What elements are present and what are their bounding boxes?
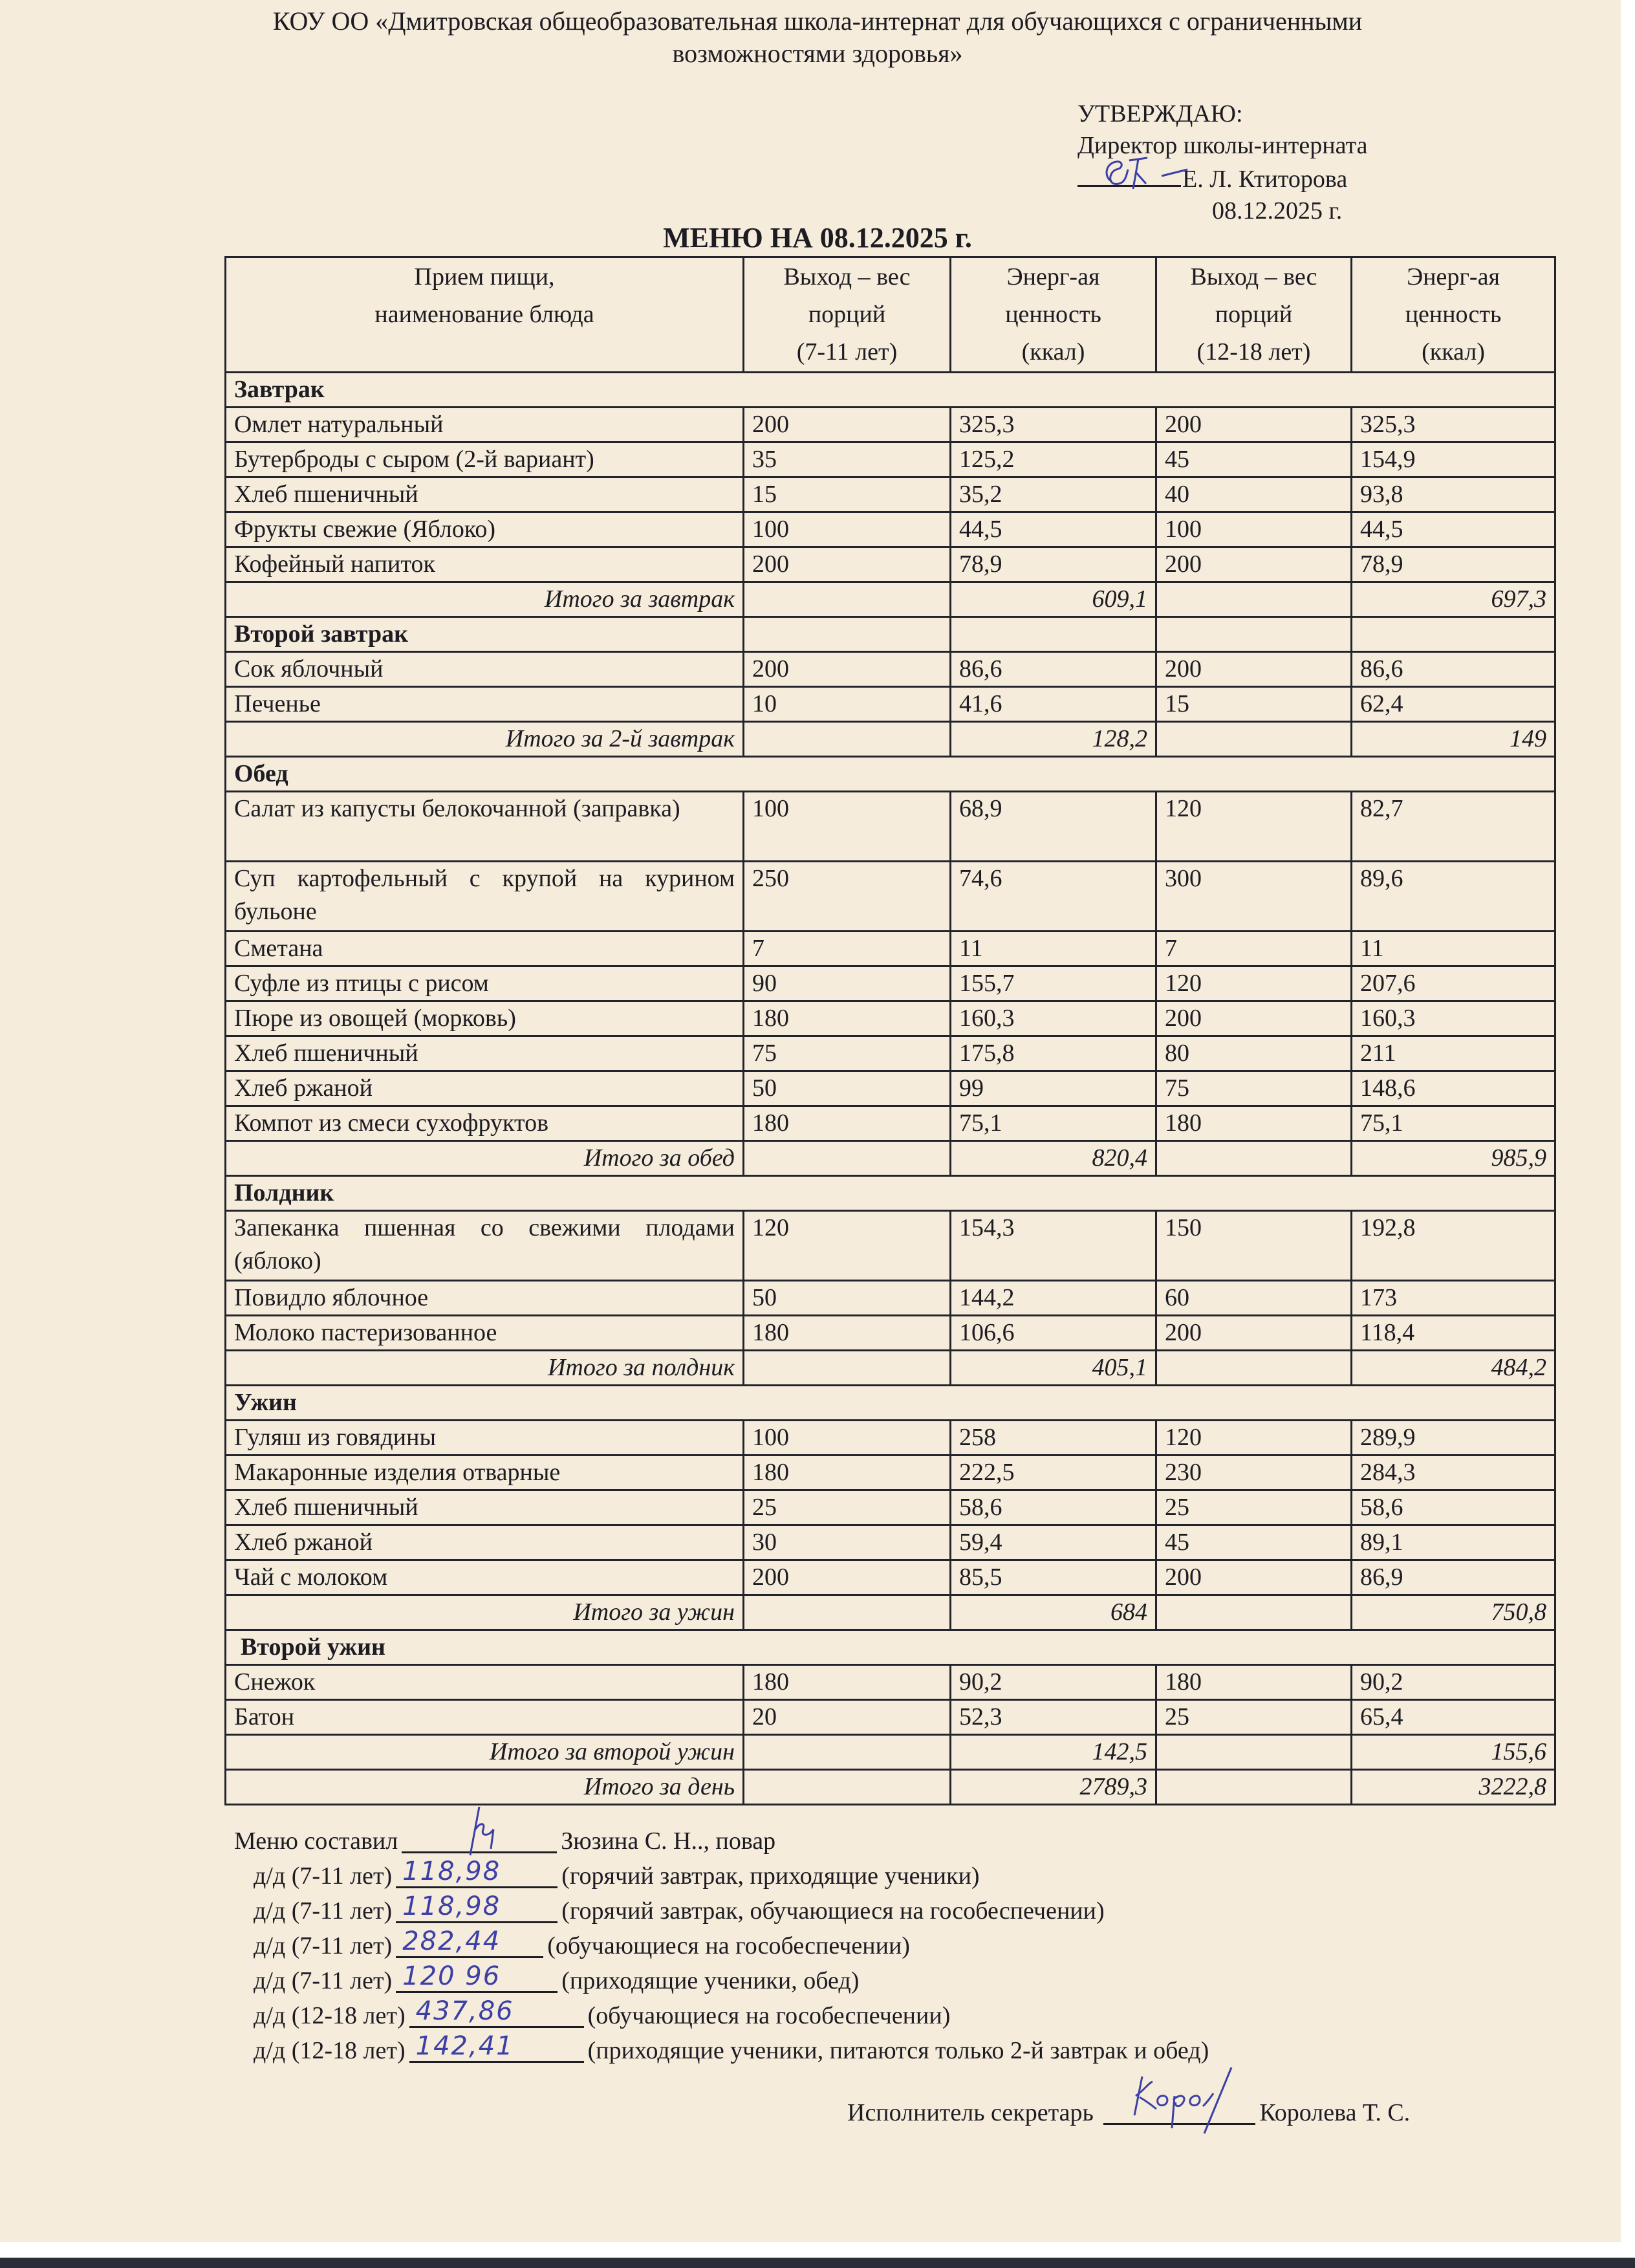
dish-row <box>226 442 1555 477</box>
section-title: Завтрак <box>226 373 1555 408</box>
cost-row <box>254 1998 950 2033</box>
dish-name: Хлеб пшеничный <box>226 477 744 512</box>
weight-7-11: 20 <box>744 1700 951 1735</box>
cost-value-field <box>409 2033 584 2063</box>
energy-7-11: 106,6 <box>951 1316 1156 1351</box>
weight-12-18: 25 <box>1156 1490 1352 1525</box>
subtotal-energy-12-18: 484,2 <box>1352 1351 1555 1386</box>
empty-cell <box>1156 1770 1352 1805</box>
weight-7-11: 7 <box>744 932 951 966</box>
col-header-weight-12-18: Выход – вес порций (12-18 лет) <box>1156 257 1352 373</box>
empty-cell <box>1156 1595 1352 1630</box>
dish-name: Хлеб пшеничный <box>226 1490 744 1525</box>
approval-signature-row <box>1077 162 1367 195</box>
weight-12-18: 15 <box>1156 687 1352 722</box>
performer-row <box>847 2095 1410 2130</box>
energy-12-18: 154,9 <box>1352 442 1555 477</box>
dish-name: Хлеб пшеничный <box>226 1036 744 1071</box>
dish-name: Омлет натуральный <box>226 408 744 442</box>
energy-12-18: 90,2 <box>1352 1665 1555 1700</box>
dish-name: Печенье <box>226 687 744 722</box>
weight-12-18: 300 <box>1156 862 1352 932</box>
weight-12-18: 200 <box>1156 547 1352 582</box>
cost-value-handwritten: 282,44 <box>402 1926 501 1956</box>
empty-cell <box>951 617 1156 652</box>
performer-name: Королева Т. С. <box>1259 2099 1411 2126</box>
subtotal-label: Итого за ужин <box>226 1595 744 1630</box>
energy-7-11: 86,6 <box>951 652 1156 687</box>
energy-7-11: 78,9 <box>951 547 1156 582</box>
weight-12-18: 230 <box>1156 1456 1352 1490</box>
cost-row <box>254 1963 859 1998</box>
cost-row <box>254 1928 910 1963</box>
weight-12-18: 120 <box>1156 966 1352 1001</box>
cost-note: (обучающиеся на гособеспечении) <box>587 2002 951 2029</box>
cost-value-handwritten: 120 96 <box>402 1961 501 1991</box>
menu-title: МЕНЮ НА 08.12.2025 г. <box>663 222 972 254</box>
weight-7-11: 200 <box>744 1560 951 1595</box>
energy-12-18: 58,6 <box>1352 1490 1555 1525</box>
section-row <box>226 1176 1555 1211</box>
cost-value-field <box>409 1998 584 2028</box>
weight-12-18: 60 <box>1156 1281 1352 1316</box>
weight-12-18: 7 <box>1156 932 1352 966</box>
subtotal-energy-7-11: 128,2 <box>951 722 1156 757</box>
cost-note: (горячий завтрак, обучающиеся на гособеспечении) <box>561 1897 1105 1925</box>
energy-12-18: 325,3 <box>1352 408 1555 442</box>
day-total-energy-7-11: 2789,3 <box>951 1770 1156 1805</box>
subtotal-row <box>226 722 1555 757</box>
energy-12-18: 289,9 <box>1352 1421 1555 1456</box>
cost-value-field <box>396 1893 558 1923</box>
dish-row <box>226 1001 1555 1036</box>
weight-12-18: 80 <box>1156 1036 1352 1071</box>
weight-7-11: 180 <box>744 1456 951 1490</box>
subtotal-row <box>226 1735 1555 1770</box>
section-row <box>226 757 1555 792</box>
energy-12-18: 118,4 <box>1352 1316 1555 1351</box>
org-name-line-2: возможностями здоровья» <box>672 39 963 68</box>
energy-7-11: 59,4 <box>951 1525 1156 1560</box>
approval-name: Е. Л. Ктиторова <box>1182 166 1348 193</box>
subtotal-energy-7-11: 405,1 <box>951 1351 1156 1386</box>
cost-note: (приходящие ученики, питаются только 2-й завтрак и обед) <box>587 2037 1209 2064</box>
weight-7-11: 180 <box>744 1665 951 1700</box>
cost-value-handwritten: 437,86 <box>415 1996 514 2026</box>
subtotal-row <box>226 1595 1555 1630</box>
dish-name: Суфле из птицы с рисом <box>226 966 744 1001</box>
energy-7-11: 258 <box>951 1421 1156 1456</box>
energy-7-11: 85,5 <box>951 1560 1156 1595</box>
empty-cell <box>1352 617 1555 652</box>
energy-7-11: 75,1 <box>951 1106 1156 1141</box>
subtotal-energy-12-18: 697,3 <box>1352 582 1555 617</box>
energy-12-18: 44,5 <box>1352 512 1555 547</box>
empty-cell <box>744 1595 951 1630</box>
weight-7-11: 180 <box>744 1001 951 1036</box>
dish-row <box>226 687 1555 722</box>
dish-row <box>226 512 1555 547</box>
cost-label: д/д (7-11 лет) <box>254 1897 393 1925</box>
approval-block <box>1077 98 1367 227</box>
energy-12-18: 160,3 <box>1352 1001 1555 1036</box>
cost-note: (горячий завтрак, приходящие ученики) <box>561 1862 980 1890</box>
energy-12-18: 148,6 <box>1352 1071 1555 1106</box>
dish-row <box>226 862 1555 932</box>
empty-cell <box>744 1770 951 1805</box>
section-title: Второй завтрак <box>226 617 744 652</box>
dish-row <box>226 1525 1555 1560</box>
weight-7-11: 180 <box>744 1106 951 1141</box>
weight-12-18: 120 <box>1156 792 1352 862</box>
dish-name: Суп картофельный с крупой на курином бульоне <box>226 862 744 932</box>
director-signature <box>1077 162 1181 187</box>
energy-12-18: 11 <box>1352 932 1555 966</box>
weight-7-11: 120 <box>744 1211 951 1281</box>
cost-label: д/д (7-11 лет) <box>254 1932 393 1959</box>
cost-row <box>254 1858 980 1893</box>
energy-12-18: 89,1 <box>1352 1525 1555 1560</box>
cost-value-field <box>396 1858 558 1888</box>
energy-12-18: 284,3 <box>1352 1456 1555 1490</box>
subtotal-energy-12-18: 985,9 <box>1352 1141 1555 1176</box>
weight-7-11: 250 <box>744 862 951 932</box>
subtotal-energy-12-18: 750,8 <box>1352 1595 1555 1630</box>
dish-row <box>226 1071 1555 1106</box>
weight-12-18: 200 <box>1156 1560 1352 1595</box>
energy-12-18: 207,6 <box>1352 966 1555 1001</box>
cost-value-handwritten: 118,98 <box>402 1892 501 1921</box>
dish-row <box>226 1316 1555 1351</box>
director-signature-mark <box>1097 150 1194 195</box>
dish-row <box>226 1281 1555 1316</box>
empty-cell <box>744 582 951 617</box>
energy-12-18: 62,4 <box>1352 687 1555 722</box>
weight-7-11: 200 <box>744 408 951 442</box>
dish-name: Повидло яблочное <box>226 1281 744 1316</box>
dish-name: Фрукты свежие (Яблоко) <box>226 512 744 547</box>
energy-7-11: 41,6 <box>951 687 1156 722</box>
energy-7-11: 74,6 <box>951 862 1156 932</box>
menu-table <box>224 256 1556 1805</box>
subtotal-energy-12-18: 155,6 <box>1352 1735 1555 1770</box>
dish-row <box>226 652 1555 687</box>
empty-cell <box>744 617 951 652</box>
weight-7-11: 50 <box>744 1071 951 1106</box>
energy-7-11: 175,8 <box>951 1036 1156 1071</box>
cook-signature <box>402 1823 557 1853</box>
dish-row <box>226 792 1555 862</box>
cost-row <box>254 1893 1105 1928</box>
energy-7-11: 90,2 <box>951 1665 1156 1700</box>
composed-name: Зюзина С. Н.., повар <box>561 1827 776 1855</box>
energy-7-11: 155,7 <box>951 966 1156 1001</box>
cost-label: д/д (7-11 лет) <box>254 1967 393 1994</box>
weight-12-18: 200 <box>1156 408 1352 442</box>
section-row <box>226 1630 1555 1665</box>
dish-row <box>226 1036 1555 1071</box>
energy-7-11: 99 <box>951 1071 1156 1106</box>
cost-label: д/д (12-18 лет) <box>254 2037 406 2064</box>
cost-value-handwritten: 118,98 <box>402 1857 501 1886</box>
energy-7-11: 11 <box>951 932 1156 966</box>
subtotal-label: Итого за второй ужин <box>226 1735 744 1770</box>
dish-row <box>226 408 1555 442</box>
day-total-label: Итого за день <box>226 1770 744 1805</box>
energy-12-18: 86,9 <box>1352 1560 1555 1595</box>
subtotal-row <box>226 1351 1555 1386</box>
weight-7-11: 90 <box>744 966 951 1001</box>
cost-note: (обучающиеся на гособеспечении) <box>547 1932 910 1959</box>
weight-12-18: 180 <box>1156 1665 1352 1700</box>
weight-12-18: 120 <box>1156 1421 1352 1456</box>
dish-name: Молоко пастеризованное <box>226 1316 744 1351</box>
dish-row <box>226 1665 1555 1700</box>
dish-name: Запеканка пшенная со свежими плодами (яблоко) <box>226 1211 744 1281</box>
performer-signature <box>1103 2095 1255 2125</box>
empty-cell <box>1156 617 1352 652</box>
weight-12-18: 100 <box>1156 512 1352 547</box>
scanner-edge <box>0 2258 1635 2268</box>
weight-12-18: 45 <box>1156 442 1352 477</box>
weight-7-11: 30 <box>744 1525 951 1560</box>
col-header-dish: Прием пищи, наименование блюда <box>226 257 744 373</box>
col-header-weight-7-11: Выход – вес порций (7-11 лет) <box>744 257 951 373</box>
weight-12-18: 200 <box>1156 1001 1352 1036</box>
dish-row <box>226 1211 1555 1281</box>
weight-7-11: 35 <box>744 442 951 477</box>
subtotal-label: Итого за полдник <box>226 1351 744 1386</box>
dish-name: Гуляш из говядины <box>226 1421 744 1456</box>
energy-7-11: 222,5 <box>951 1456 1156 1490</box>
dish-row <box>226 1490 1555 1525</box>
energy-7-11: 160,3 <box>951 1001 1156 1036</box>
dish-row <box>226 932 1555 966</box>
empty-cell <box>1156 582 1352 617</box>
performer-signature-mark <box>1116 2064 1265 2135</box>
subtotal-label: Итого за завтрак <box>226 582 744 617</box>
weight-12-18: 40 <box>1156 477 1352 512</box>
dish-name: Снежок <box>226 1665 744 1700</box>
col-header-energy-7-11: Энерг-ая ценность (ккал) <box>951 257 1156 373</box>
dish-name: Макаронные изделия отварные <box>226 1456 744 1490</box>
weight-12-18: 200 <box>1156 1316 1352 1351</box>
dish-row <box>226 1421 1555 1456</box>
cook-signature-mark <box>460 1804 512 1862</box>
weight-7-11: 200 <box>744 547 951 582</box>
weight-7-11: 10 <box>744 687 951 722</box>
subtotal-energy-12-18: 149 <box>1352 722 1555 757</box>
dish-name: Сметана <box>226 932 744 966</box>
section-row <box>226 373 1555 408</box>
cost-row <box>254 2033 1209 2068</box>
energy-12-18: 65,4 <box>1352 1700 1555 1735</box>
energy-7-11: 68,9 <box>951 792 1156 862</box>
energy-12-18: 75,1 <box>1352 1106 1555 1141</box>
dish-row <box>226 477 1555 512</box>
weight-7-11: 100 <box>744 792 951 862</box>
energy-12-18: 78,9 <box>1352 547 1555 582</box>
dish-name: Хлеб ржаной <box>226 1071 744 1106</box>
dish-name: Салат из капусты белокочанной (заправка) <box>226 792 744 862</box>
dish-row <box>226 1456 1555 1490</box>
energy-7-11: 52,3 <box>951 1700 1156 1735</box>
weight-7-11: 100 <box>744 512 951 547</box>
dish-name: Кофейный напиток <box>226 547 744 582</box>
section-title: Второй ужин <box>226 1630 1555 1665</box>
dish-name: Чай с молоком <box>226 1560 744 1595</box>
dish-row <box>226 966 1555 1001</box>
energy-12-18: 93,8 <box>1352 477 1555 512</box>
energy-12-18: 86,6 <box>1352 652 1555 687</box>
weight-7-11: 200 <box>744 652 951 687</box>
empty-cell <box>1156 722 1352 757</box>
composed-by-row <box>234 1823 775 1859</box>
weight-12-18: 180 <box>1156 1106 1352 1141</box>
weight-12-18: 150 <box>1156 1211 1352 1281</box>
subtotal-row <box>226 582 1555 617</box>
empty-cell <box>1156 1735 1352 1770</box>
dish-row <box>226 1700 1555 1735</box>
col-header-energy-12-18: Энерг-ая ценность (ккал) <box>1352 257 1555 373</box>
section-title: Ужин <box>226 1386 1555 1421</box>
dish-name: Хлеб ржаной <box>226 1525 744 1560</box>
empty-cell <box>744 1141 951 1176</box>
cost-value-handwritten: 142,41 <box>415 2031 514 2061</box>
weight-7-11: 100 <box>744 1421 951 1456</box>
weight-7-11: 50 <box>744 1281 951 1316</box>
energy-7-11: 154,3 <box>951 1211 1156 1281</box>
weight-7-11: 180 <box>744 1316 951 1351</box>
empty-cell <box>744 1351 951 1386</box>
subtotal-label: Итого за 2-й завтрак <box>226 722 744 757</box>
energy-12-18: 89,6 <box>1352 862 1555 932</box>
performer-label: Исполнитель секретарь <box>847 2099 1094 2126</box>
cost-label: д/д (12-18 лет) <box>254 2002 406 2029</box>
subtotal-energy-7-11: 820,4 <box>951 1141 1156 1176</box>
subtotal-energy-7-11: 142,5 <box>951 1735 1156 1770</box>
energy-7-11: 58,6 <box>951 1490 1156 1525</box>
energy-7-11: 325,3 <box>951 408 1156 442</box>
weight-7-11: 25 <box>744 1490 951 1525</box>
empty-cell <box>1156 1141 1352 1176</box>
approval-label: УТВЕРЖДАЮ: <box>1077 100 1243 127</box>
subtotal-row <box>226 1141 1555 1176</box>
dish-name: Бутерброды с сыром (2-й вариант) <box>226 442 744 477</box>
day-total-row <box>226 1770 1555 1805</box>
cost-note: (приходящие ученики, обед) <box>561 1967 860 1994</box>
energy-12-18: 82,7 <box>1352 792 1555 862</box>
energy-12-18: 192,8 <box>1352 1211 1555 1281</box>
approval-date: 08.12.2025 г. <box>1212 197 1343 224</box>
composed-label: Меню составил <box>234 1827 398 1855</box>
weight-12-18: 25 <box>1156 1700 1352 1735</box>
subtotal-energy-7-11: 684 <box>951 1595 1156 1630</box>
energy-7-11: 144,2 <box>951 1281 1156 1316</box>
empty-cell <box>1156 1351 1352 1386</box>
weight-12-18: 45 <box>1156 1525 1352 1560</box>
table-header-row <box>226 257 1555 373</box>
energy-7-11: 125,2 <box>951 442 1156 477</box>
dish-name: Компот из смеси сухофруктов <box>226 1106 744 1141</box>
cost-value-field <box>396 1963 558 1993</box>
cost-label: д/д (7-11 лет) <box>254 1862 393 1890</box>
approval-position: Директор школы-интерната <box>1077 132 1368 159</box>
energy-12-18: 211 <box>1352 1036 1555 1071</box>
subtotal-label: Итого за обед <box>226 1141 744 1176</box>
dish-name: Пюре из овощей (морковь) <box>226 1001 744 1036</box>
weight-7-11: 75 <box>744 1036 951 1071</box>
section-row <box>226 1386 1555 1421</box>
energy-7-11: 35,2 <box>951 477 1156 512</box>
cost-value-field <box>396 1928 543 1958</box>
section-title: Обед <box>226 757 1555 792</box>
weight-12-18: 200 <box>1156 652 1352 687</box>
dish-row <box>226 1106 1555 1141</box>
dish-name: Батон <box>226 1700 744 1735</box>
weight-12-18: 75 <box>1156 1071 1352 1106</box>
dish-row <box>226 1560 1555 1595</box>
section-title: Полдник <box>226 1176 1555 1211</box>
weight-7-11: 15 <box>744 477 951 512</box>
empty-cell <box>744 722 951 757</box>
dish-name: Сок яблочный <box>226 652 744 687</box>
section-row <box>226 617 1555 652</box>
dish-row <box>226 547 1555 582</box>
energy-7-11: 44,5 <box>951 512 1156 547</box>
day-total-energy-12-18: 3222,8 <box>1352 1770 1555 1805</box>
empty-cell <box>744 1735 951 1770</box>
energy-12-18: 173 <box>1352 1281 1555 1316</box>
subtotal-energy-7-11: 609,1 <box>951 582 1156 617</box>
org-name-line-1: КОУ ОО «Дмитровская общеобразовательная школа-интернат для обучающихся с ограниченными <box>272 6 1363 36</box>
